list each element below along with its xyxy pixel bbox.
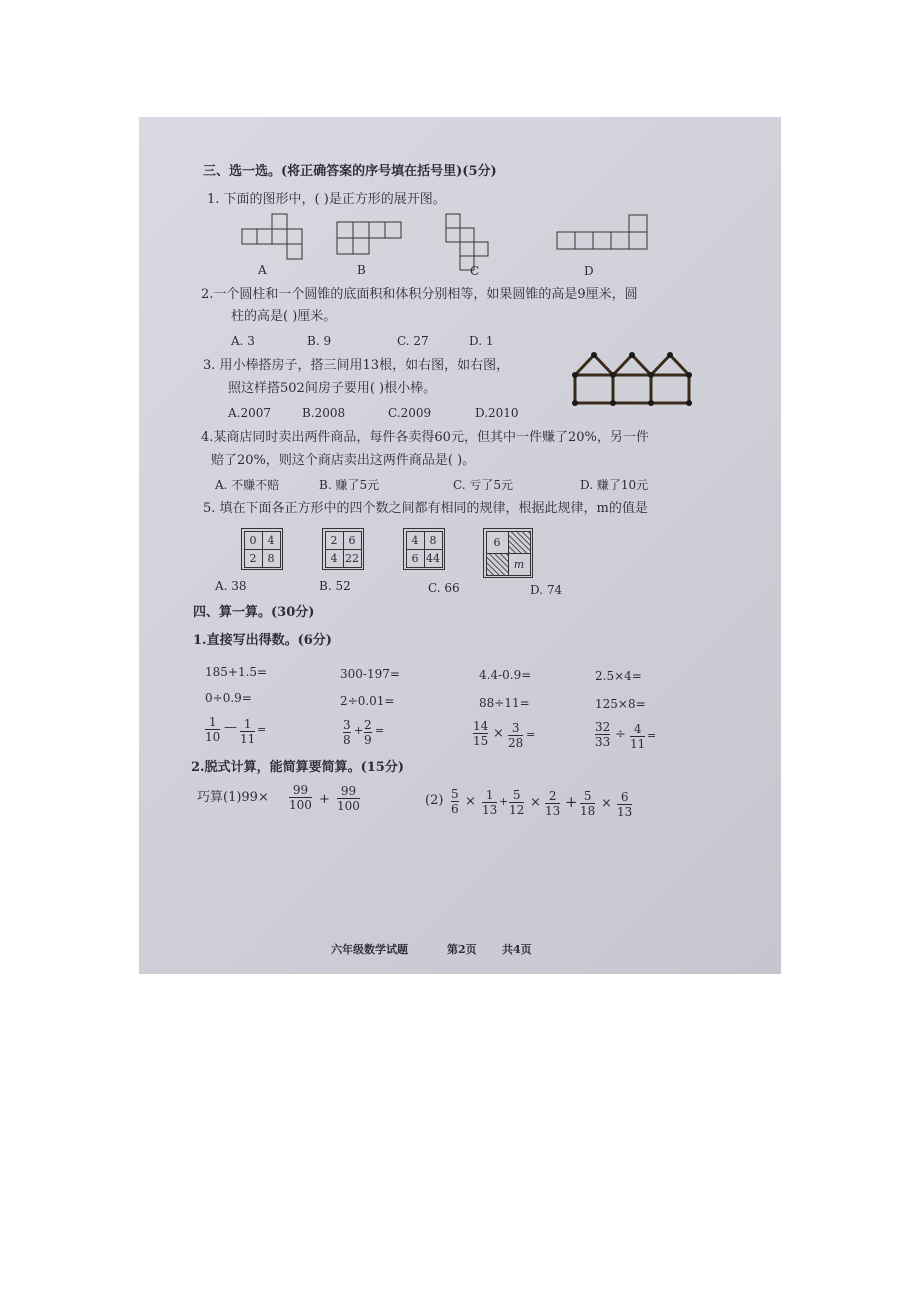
p2-frac-a	[451, 787, 459, 816]
denominator: 100	[337, 799, 360, 813]
p2-op: ×	[465, 794, 476, 809]
denominator: 33	[595, 735, 611, 749]
q5-grid-3	[403, 528, 445, 570]
denominator: 18	[580, 804, 596, 818]
denominator: 28	[508, 736, 524, 750]
q5-grid-4-m-cell: m	[508, 553, 531, 576]
q3-option-d: D.2010	[475, 406, 519, 420]
frac-3a	[473, 719, 488, 748]
frac-3b	[508, 721, 523, 750]
q2-option-b: B. 9	[307, 334, 332, 348]
calc-8: 125×8=	[595, 697, 646, 711]
p2-prefix: (2)	[425, 793, 444, 808]
footer-page: 第2页	[447, 943, 477, 956]
numerator: 5	[583, 789, 592, 803]
p2-frac-c	[509, 788, 524, 817]
denominator: 12	[509, 803, 525, 817]
frac-4a	[595, 720, 610, 749]
q5-grid-4-hatched-cell	[486, 553, 509, 576]
frac-4-eq: =	[647, 729, 657, 742]
q5-grid-2-cell: 22	[343, 549, 362, 568]
denominator: 11	[630, 737, 646, 751]
denominator: 9	[364, 733, 372, 747]
q4-line2: 赔了20%，则这个商店卖出这两件商品是( )。	[211, 453, 476, 468]
q1-text: 1. 下面的图形中，( )是正方形的展开图。	[207, 192, 446, 207]
q5-grid-1-cell: 2	[244, 549, 263, 568]
q5-option-d: D. 74	[530, 583, 563, 597]
q5-grid-4-cell: 6	[486, 531, 509, 554]
numerator: 5	[451, 787, 459, 801]
q3-option-b: B.2008	[302, 406, 346, 420]
stick-houses-figure	[567, 347, 697, 413]
q2-option-c: C. 27	[397, 334, 429, 348]
numerator: 1	[485, 788, 494, 802]
denominator: 11	[240, 732, 256, 746]
q5-grid-1-cell: 0	[244, 531, 263, 550]
p2-op: ×	[601, 796, 612, 811]
q4-option-c: C. 亏了5元	[453, 478, 514, 492]
q1-label-d: D	[584, 264, 594, 278]
q1-label-a: A	[258, 263, 267, 277]
frac-4b	[630, 722, 645, 751]
q5-grid-2-cell: 4	[325, 549, 344, 568]
frac-1-op: —	[224, 720, 237, 735]
q3-line1: 3. 用小棒搭房子，搭三间用13根，如右图，如右图，	[203, 358, 510, 373]
frac-2-eq: =	[375, 724, 385, 737]
denominator: 8	[343, 733, 351, 747]
q2-line1: 2.一个圆柱和一个圆锥的底面积和体积分别相等，如果圆锥的高是9厘米，圆	[201, 287, 638, 302]
q1-label-b: B	[357, 263, 366, 277]
frac-1a	[205, 715, 220, 744]
numerator: 99	[292, 783, 309, 797]
cube-nets-figure	[139, 212, 781, 282]
section4-title: 四、算一算。(30分)	[193, 605, 315, 620]
p2-frac-f	[617, 790, 632, 819]
frac-1-eq: =	[257, 723, 267, 736]
q5-grid-2-cell: 6	[343, 531, 362, 550]
p2-frac-e	[580, 789, 595, 818]
q5-grid-4	[483, 528, 533, 578]
p2-op: ×	[530, 795, 541, 810]
frac-2a	[343, 718, 351, 747]
denominator: 6	[451, 802, 459, 816]
frac-3-eq: =	[526, 728, 536, 741]
p2-op: +	[499, 795, 509, 808]
numerator: 5	[512, 788, 521, 802]
frac-2b	[364, 718, 372, 747]
numerator: 14	[473, 719, 489, 733]
numerator: 3	[343, 718, 351, 732]
q3-option-a: A.2007	[228, 406, 272, 420]
q5-grid-1-cell: 4	[262, 531, 281, 550]
q5-grid-3-cell: 4	[406, 531, 425, 550]
q1-label-c: C	[470, 264, 480, 278]
q5-grid-3-cell: 6	[406, 549, 425, 568]
q5-grid-4-hatched-cell	[508, 531, 531, 554]
q5-option-b: B. 52	[319, 579, 351, 593]
frac-1b	[240, 717, 255, 746]
section3-title: 三、选一选。(将正确答案的序号填在括号里)(5分)	[203, 164, 497, 179]
q3-option-c: C.2009	[388, 406, 432, 420]
q2-option-d: D. 1	[469, 334, 494, 348]
q5-grid-3-cell: 44	[424, 549, 443, 568]
sub1-title: 1.直接写出得数。(6分)	[193, 633, 332, 648]
q2-option-a: A. 3	[231, 334, 255, 348]
denominator: 13	[545, 804, 561, 818]
numerator: 2	[548, 789, 557, 803]
p1-frac-1	[289, 783, 312, 812]
denominator: 100	[289, 798, 312, 812]
footer-subject: 六年级数学试题	[331, 943, 408, 956]
q5-text: 5. 填在下面各正方形中的四个数之间都有相同的规律，根据此规律，m的值是	[203, 501, 648, 516]
q4-option-d: D. 赚了10元	[580, 478, 649, 492]
q5-grid-2-cell: 2	[325, 531, 344, 550]
calc-6: 2÷0.01=	[340, 694, 395, 708]
calc-1: 185+1.5=	[205, 665, 268, 679]
q3-line2: 照这样搭502间房子要用( )根小棒。	[228, 381, 437, 396]
numerator: 1	[243, 717, 252, 731]
q5-option-a: A. 38	[215, 579, 247, 593]
numerator: 2	[364, 718, 372, 732]
calc-3: 4.4-0.9=	[479, 668, 532, 682]
q5-grid-2	[322, 528, 364, 570]
p2-frac-b	[482, 788, 497, 817]
calc-4: 2.5×4=	[595, 669, 642, 683]
numerator: 4	[633, 722, 642, 736]
exam-page	[139, 117, 781, 974]
denominator: 13	[617, 805, 633, 819]
p2-op: +	[565, 793, 578, 811]
calc-5: 0÷0.9=	[205, 691, 252, 705]
numerator: 99	[340, 784, 357, 798]
denominator: 13	[482, 803, 498, 817]
numerator: 32	[595, 720, 611, 734]
sub2-title: 2.脱式计算，能简算要简算。(15分)	[191, 760, 404, 775]
denominator: 15	[473, 734, 489, 748]
q2-line2: 柱的高是( )厘米。	[231, 309, 337, 324]
numerator: 3	[511, 721, 520, 735]
q5-option-c: C. 66	[428, 581, 460, 595]
calc-2: 300-197=	[340, 667, 400, 681]
calc-7: 88÷11=	[479, 696, 530, 710]
q4-option-b: B. 赚了5元	[319, 478, 380, 492]
frac-4-op: ÷	[615, 727, 626, 742]
q4-line1: 4.某商店同时卖出两件商品，每件各卖得60元，但其中一件赚了20%，另一件	[201, 430, 649, 445]
numerator: 6	[620, 790, 629, 804]
frac-3-op: ×	[493, 726, 504, 741]
denominator: 10	[205, 730, 221, 744]
q5-grid-1	[241, 528, 283, 570]
q5-grid-1-cell: 8	[262, 549, 281, 568]
p1-plus: +	[319, 792, 330, 807]
p2-frac-d	[545, 789, 560, 818]
q5-grid-3-cell: 8	[424, 531, 443, 550]
numerator: 1	[208, 715, 217, 729]
p1-frac-2	[337, 784, 360, 813]
q4-option-a: A. 不赚不赔	[215, 478, 280, 492]
footer-total: 共4页	[502, 943, 532, 956]
p1-prefix: 巧算(1)99×	[197, 790, 269, 805]
frac-2-op: +	[354, 724, 364, 737]
